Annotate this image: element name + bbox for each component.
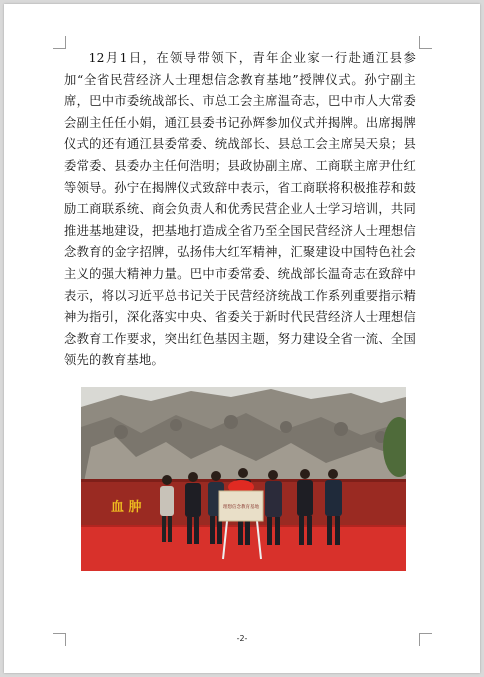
plaque-text: 理想信念教育基地 [223,505,259,510]
body-paragraph: 12月1日，在领导带领下，青年企业家一行赴通江县参加“全省民营经济人士理想信念教育基地”授牌仪式。孙宁副主席，巴中市委统战部长、市总工会主席温奇志，巴中市人大常委会副主任任小娟，通江县委书记孙辉参加仪式并揭牌。出席揭牌仪式的还有通江县委常委、统战部长、县总工会主席吴天泉；县委常委、县委办主任何浩明；县政协副主席、工商联主席尹仕红等领导。孙宁在揭牌仪式致辞中表示，省工商联将积极推荐和鼓励工商联系统、商会负责人和优秀民营企业人士学习培训，共同推进基地建设，把基地打造成全省乃至全国民营经济人士理想信念教育的金字招牌，弘扬伟大红军精神，汇聚建设中国特色社会主义的强大精神力量。巴中市委常委、统战部长温奇志在致辞中表示，将以习近平总书记关于民营经济统战工作系列重要指示精神为指引，深化落实中央、省委关于新时代民营经济人士理想信念教育工作要求，突出红色基因主题，努力建设全省一流、全国领先的教育基地。 [64,51,416,368]
wall-inscription: 血 肿 [111,500,142,515]
page-number: -2- [236,634,248,643]
document-page [4,4,480,673]
ceremony-photo [81,387,406,571]
crop-mark-top-right [419,36,432,49]
